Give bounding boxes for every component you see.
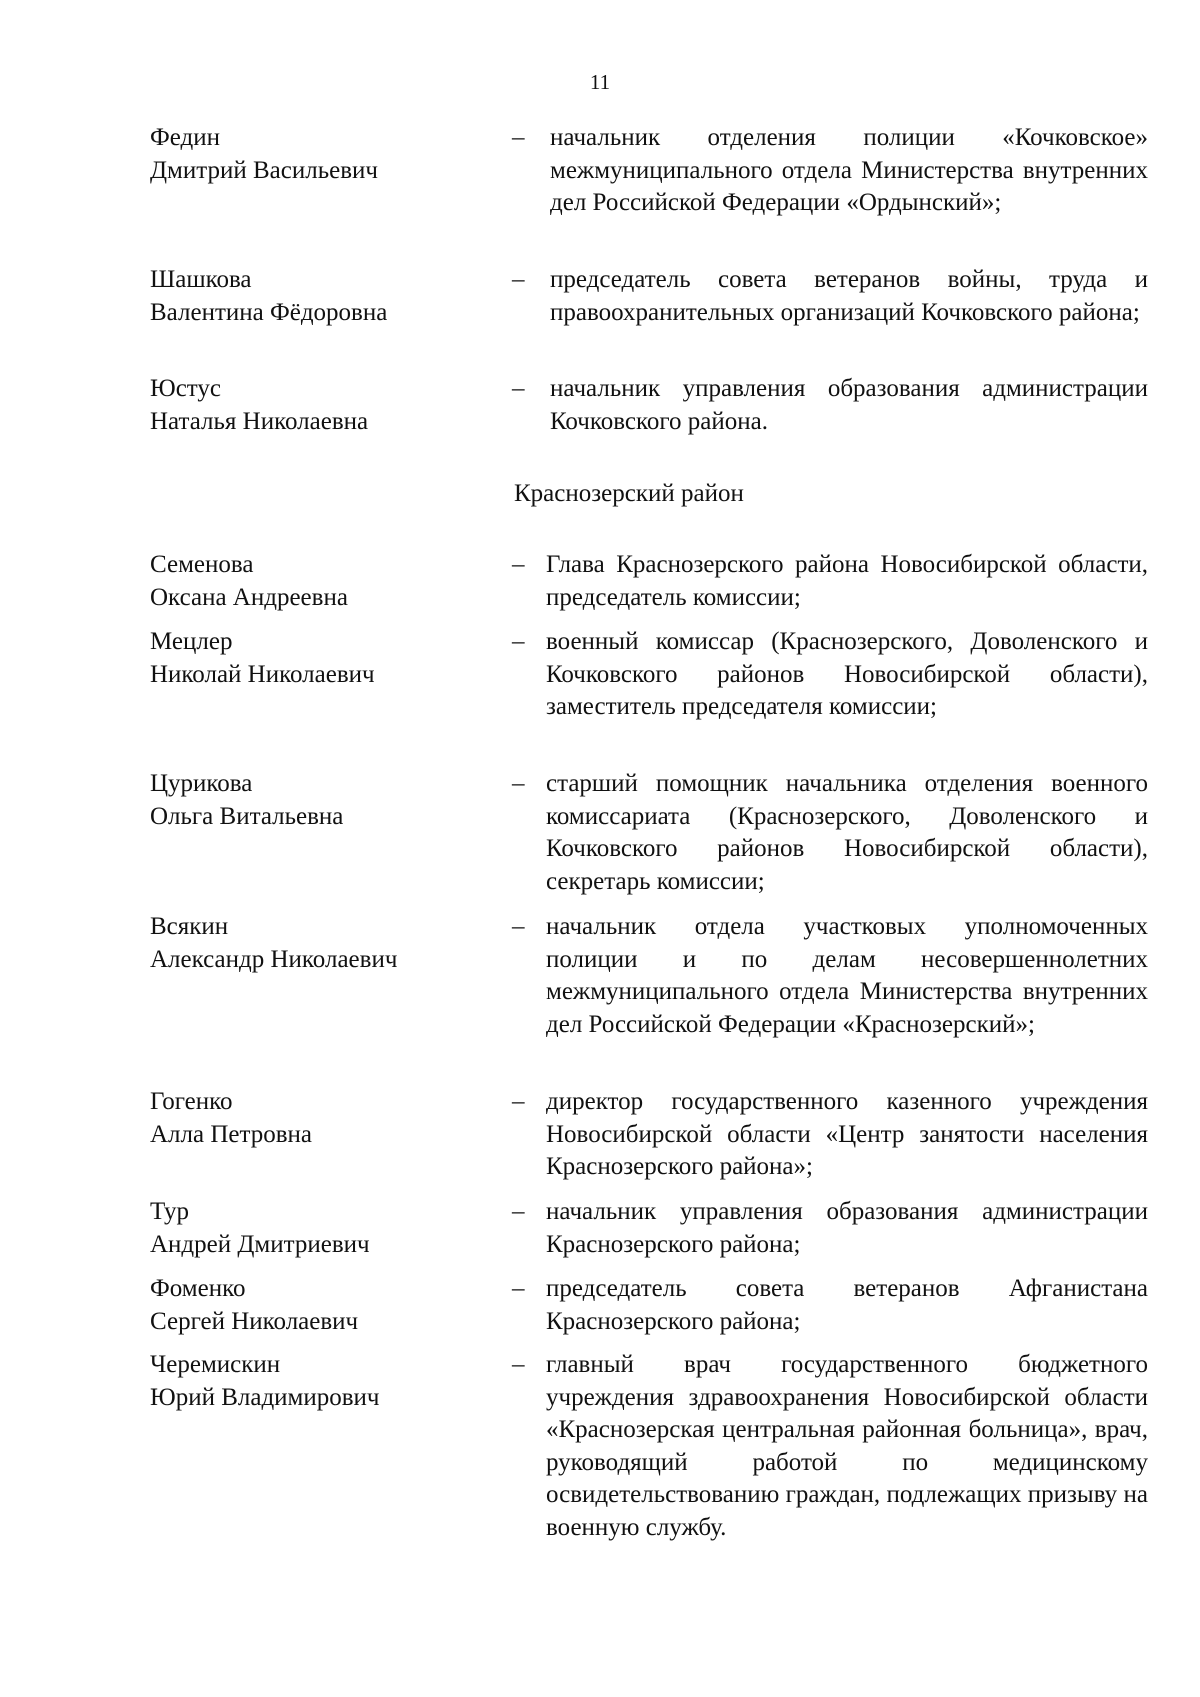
member-given-names: Ольга Витальевна bbox=[150, 802, 344, 830]
member-role: начальник отделения полиции «Кочковское» межмуниципального отдела Министерства внутренних дел Российской Федерации «Ордынский»; bbox=[550, 124, 1148, 216]
member-given-names: Андрей Дмитриевич bbox=[150, 1230, 370, 1258]
entry-dash: – bbox=[512, 551, 525, 578]
member-name bbox=[150, 373, 490, 438]
member-surname: Шашкова bbox=[150, 266, 252, 293]
member-name bbox=[150, 122, 490, 187]
member-role: председатель совета ветеранов Афганистана Краснозерского района; bbox=[546, 1275, 1148, 1335]
member-given-names: Николай Николаевич bbox=[150, 660, 375, 688]
member-given-names: Александр Николаевич bbox=[150, 945, 398, 973]
member-surname: Гогенко bbox=[150, 1088, 233, 1115]
member-surname: Юстус bbox=[150, 375, 221, 402]
member-name bbox=[150, 264, 490, 329]
member-name bbox=[150, 1086, 490, 1151]
member-role: начальник управления образования администрации Кочковского района. bbox=[550, 375, 1148, 435]
member-surname: Мецлер bbox=[150, 628, 233, 655]
member-role: председатель совета ветеранов войны, труда и правоохранительных организаций Кочковского района; bbox=[550, 266, 1148, 326]
member-surname: Черемискин bbox=[150, 1351, 281, 1378]
member-name bbox=[150, 768, 490, 833]
member-surname: Фоменко bbox=[150, 1275, 246, 1302]
entry-dash: – bbox=[512, 1088, 525, 1115]
entry-dash: – bbox=[512, 266, 525, 293]
entry-dash: – bbox=[512, 124, 525, 151]
member-name bbox=[150, 549, 490, 614]
member-surname: Всякин bbox=[150, 913, 229, 940]
member-name bbox=[150, 1349, 490, 1414]
member-surname: Цурикова bbox=[150, 770, 253, 797]
entry-dash: – bbox=[512, 628, 525, 655]
member-surname: Семенова bbox=[150, 551, 254, 578]
member-name bbox=[150, 1196, 490, 1261]
member-given-names: Оксана Андреевна bbox=[150, 583, 348, 611]
member-name bbox=[150, 911, 490, 976]
page-number: 11 bbox=[589, 70, 611, 94]
entry-dash: – bbox=[512, 770, 525, 797]
member-role: старший помощник начальника отделения военного комиссариата (Краснозерского, Доволенского и Кочковского районов Новосибирской области), секретарь комиссии; bbox=[546, 770, 1148, 895]
member-name bbox=[150, 1273, 490, 1338]
entry-dash: – bbox=[512, 1351, 525, 1378]
member-role: Глава Краснозерского района Новосибирской области, председатель комиссии; bbox=[546, 551, 1148, 611]
member-role: начальник отдела участковых уполномоченных полиции и по делам несовершеннолетних межмуниципального отдела Министерства внутренних дел Российской Федерации «Краснозерский»; bbox=[546, 913, 1148, 1038]
member-role: начальник управления образования администрации Краснозерского района; bbox=[546, 1198, 1148, 1258]
district-heading: Краснозерский район bbox=[514, 480, 744, 507]
entry-dash: – bbox=[512, 1198, 525, 1225]
entry-dash: – bbox=[512, 1275, 525, 1302]
member-given-names: Наталья Николаевна bbox=[150, 407, 369, 435]
member-given-names: Валентина Фёдоровна bbox=[150, 298, 388, 326]
member-surname: Федин bbox=[150, 124, 220, 151]
member-name bbox=[150, 626, 490, 691]
member-given-names: Юрий Владимирович bbox=[150, 1383, 380, 1411]
member-given-names: Сергей Николаевич bbox=[150, 1307, 359, 1335]
member-surname: Тур bbox=[150, 1198, 190, 1225]
member-role: директор государственного казенного учреждения Новосибирской области «Центр занятости населения Краснозерского района»; bbox=[546, 1088, 1148, 1180]
member-given-names: Дмитрий Васильевич bbox=[150, 156, 378, 184]
member-given-names: Алла Петровна bbox=[150, 1120, 313, 1148]
member-role: главный врач государственного бюджетного учреждения здравоохранения Новосибирской области «Краснозерская центральная районная больница», врач, руководящий работой по медицинскому освидетельствованию граждан, подлежащих призыву на военную службу. bbox=[546, 1351, 1148, 1541]
entry-dash: – bbox=[512, 375, 525, 402]
entry-dash: – bbox=[512, 913, 525, 940]
member-role: военный комиссар (Краснозерского, Доволенского и Кочковского районов Новосибирской области), заместитель председателя комиссии; bbox=[546, 628, 1148, 720]
